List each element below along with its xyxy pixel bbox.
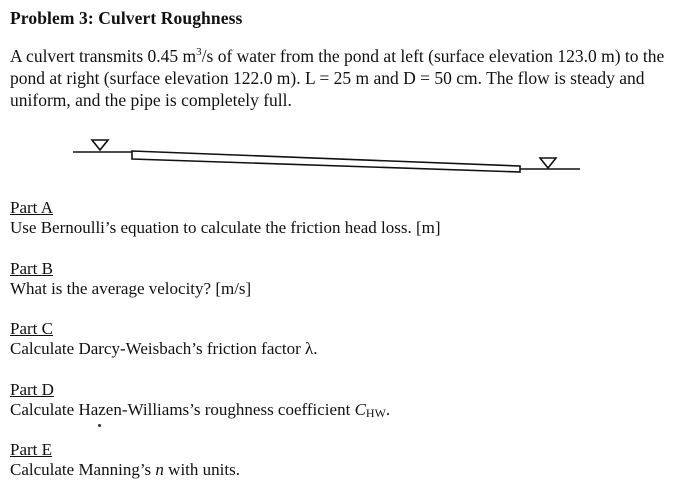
part-b — [10, 259, 670, 299]
part-c-heading: Part C — [10, 319, 53, 338]
intro-text-start: A culvert transmits 0.45 m — [10, 46, 197, 66]
part-e-question-end: with units. — [163, 460, 240, 479]
part-d — [10, 380, 670, 423]
part-d-question-end: . — [385, 400, 391, 419]
hazen-williams-symbol — [355, 400, 386, 419]
part-d-question — [10, 400, 670, 423]
hazen-williams-symbol-subscript: HW — [365, 406, 386, 420]
right-water-surface-icon — [540, 158, 556, 168]
manning-n-symbol: n — [155, 460, 164, 479]
problem-title: Problem 3: Culvert Roughness — [10, 8, 243, 28]
part-d-heading: Part D — [10, 380, 54, 399]
part-c — [10, 319, 670, 359]
part-e-question-text: Calculate Manning’s — [10, 460, 156, 479]
intro-text-rest: /s of water from the pond at left (surface elevation 123.0 m) to the pond at right (surface elevation 122.0 m). L = 25 m and D = 50 cm. The flow is steady and uniform, and the pipe is completely full. — [10, 46, 665, 110]
part-e-heading: Part E — [10, 440, 53, 459]
part-d-question-text: Calculate Hazen-Williams’s roughness coefficient — [10, 400, 355, 419]
part-a — [10, 198, 670, 238]
left-water-surface-icon — [92, 140, 108, 150]
hazen-williams-symbol-letter: C — [354, 400, 366, 419]
part-e-question — [10, 460, 670, 480]
part-e — [10, 440, 670, 480]
culvert-pipe — [132, 151, 520, 172]
part-a-heading: Part A — [10, 198, 53, 217]
part-a-question: Use Bernoulli’s equation to calculate the friction head loss. [m] — [10, 218, 441, 237]
part-c-question: Calculate Darcy-Weisbach’s friction factor λ. — [10, 339, 318, 358]
problem-statement — [10, 45, 670, 111]
cubic-exponent: 3 — [196, 46, 202, 59]
part-b-question: What is the average velocity? [m/s] — [10, 279, 252, 298]
scan-speck — [98, 424, 101, 427]
part-b-heading: Part B — [10, 259, 53, 278]
culvert-diagram — [0, 128, 688, 198]
